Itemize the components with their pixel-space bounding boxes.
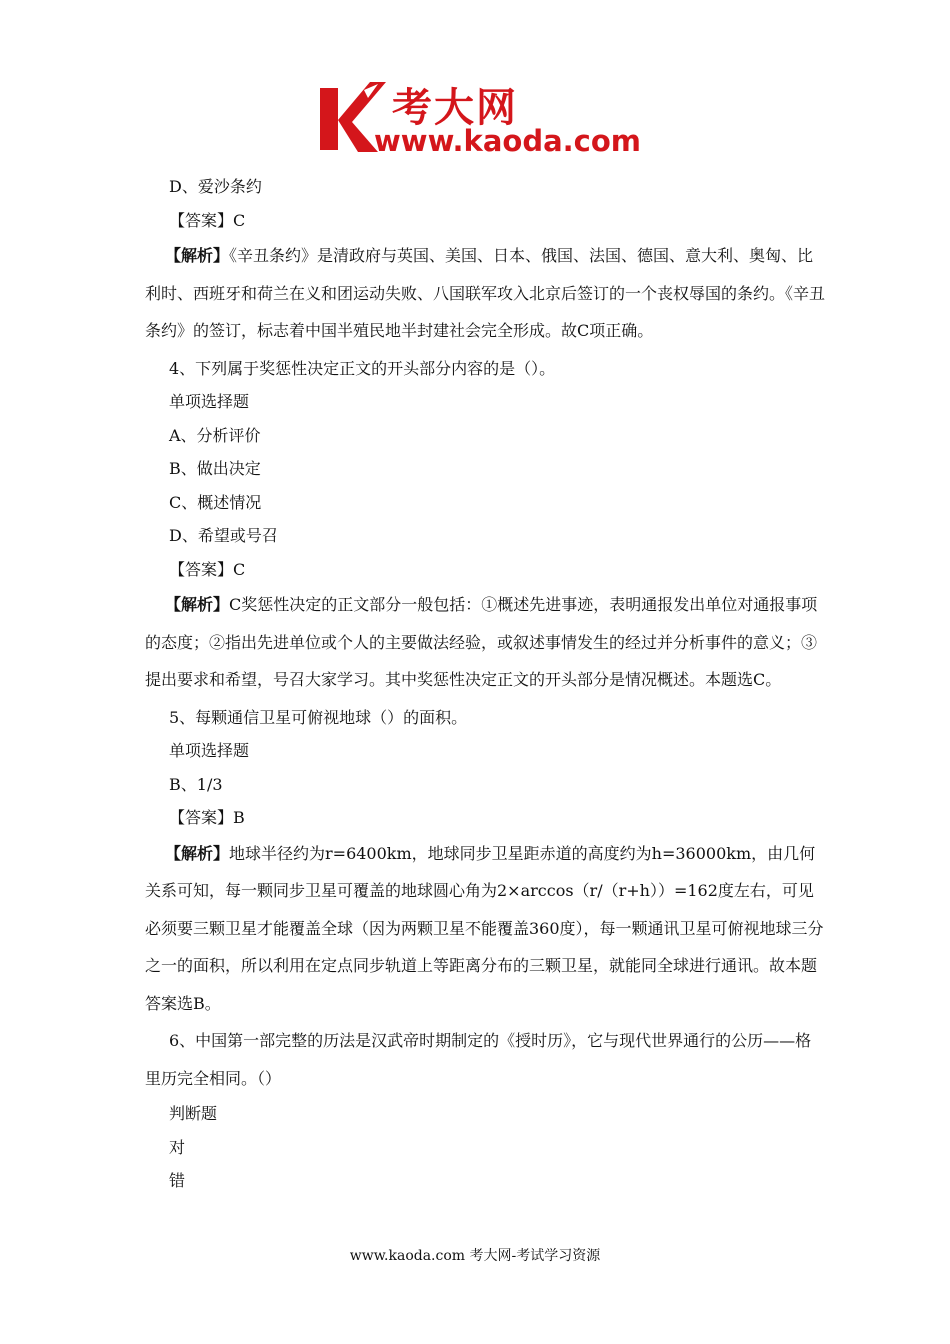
question-type: 单项选择题 (169, 741, 250, 760)
question-line: 5、每颗通信卫星可俯视地球（）的面积。 (169, 707, 468, 727)
logo-url-text: www.kaoda.com (374, 124, 641, 158)
logo-chinese-text: 考大网 (392, 85, 518, 131)
option-line: D、希望或号召 (169, 526, 278, 545)
analysis-tag: 【解析】 (165, 246, 230, 265)
analysis-paragraph (145, 835, 825, 1023)
kaoda-logo (318, 80, 641, 162)
analysis-text: C奖惩性决定的正文部分一般包括：①概述先进事迹，表明通报发出单位对通报事项的态度；②指出先进单位或个人的主要做法经验，或叙述事情发生的经过并分析事件的意义；③提出要求和希望，号召大家学习。其中奖惩性决定正文的开头部分是情况概述。本题选C。 (145, 595, 818, 689)
page-footer: www.kaoda.com 考大网-考试学习资源 (349, 1248, 601, 1264)
analysis-text: 地球半径约为r=6400km，地球同步卫星距赤道的高度约为h=36000km，由几何关系可知，每一颗同步卫星可覆盖的地球圆心角为2×arccos（r/（r+h））=162度左右，可见必须要三颗卫星才能覆盖全球（因为两颗卫星不能覆盖360度），每一颗通讯卫星可俯视地球三分之一的面积，所以利用在定点同步轨道上等距离分布的三颗卫星，就能同全球进行通讯。故本题答案选B。 (145, 843, 824, 1013)
question-type: 单项选择题 (169, 392, 250, 411)
question-paragraph: 6、中国第一部完整的历法是汉武帝时期制定的《授时历》，它与现代世界通行的公历——格里历完全相同。（） (145, 1031, 812, 1088)
option-line: 错 (169, 1171, 186, 1190)
analysis-tag: 【解析】 (165, 843, 230, 863)
answer-line: 【答案】C (169, 210, 246, 230)
option-line: A、分析评价 (169, 425, 261, 445)
answer-line: 【答案】B (169, 808, 245, 827)
option-line: B、1/3 (169, 774, 223, 794)
option-line: B、做出决定 (169, 459, 261, 478)
document-body (145, 170, 825, 1198)
question-type: 判断题 (169, 1104, 218, 1123)
question-line: 4、下列属于奖惩性决定正文的开头部分内容的是（）。 (169, 358, 556, 378)
option-line: C、概述情况 (169, 492, 262, 512)
analysis-tag: 【解析】 (165, 595, 230, 614)
answer-line: 【答案】C (169, 559, 246, 579)
option-line: D、爱沙条约 (169, 177, 262, 196)
option-line: 对 (169, 1137, 186, 1157)
analysis-paragraph (145, 586, 825, 699)
analysis-paragraph (145, 237, 825, 350)
analysis-text: 《辛丑条约》是清政府与英国、美国、日本、俄国、法国、德国、意大利、奥匈、比利时、西班牙和荷兰在义和团运动失败、八国联军攻入北京后签订的一个丧权辱国的条约。《辛丑条约》的签订，标志着中国半殖民地半封建社会完全形成。故C项正确。 (145, 246, 826, 340)
